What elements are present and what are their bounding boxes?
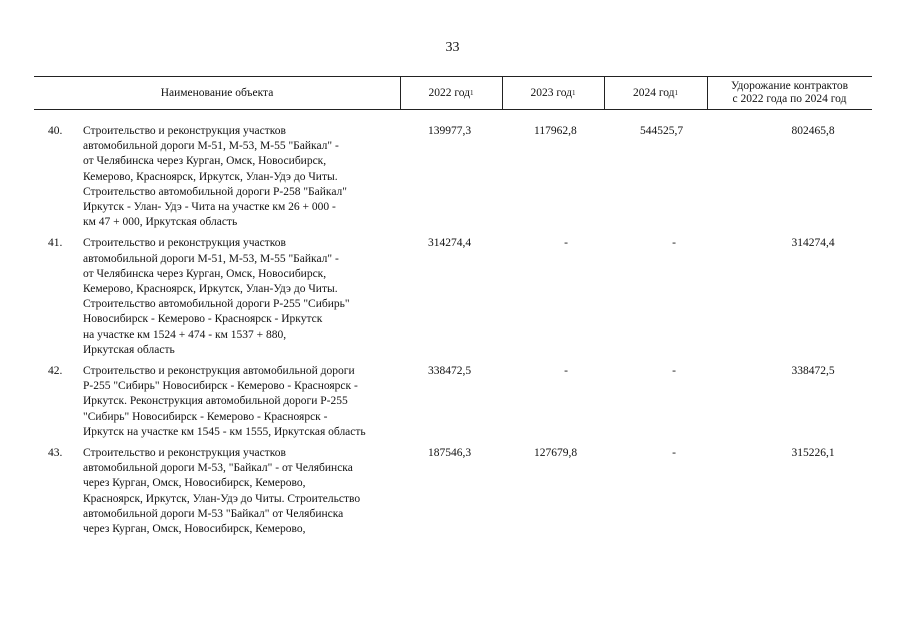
value-increase: 315226,1 bbox=[791, 447, 835, 460]
row-number: 40. bbox=[48, 125, 63, 137]
row-number: 41. bbox=[48, 237, 63, 250]
value-increase: 338472,5 bbox=[791, 365, 835, 378]
table-row bbox=[34, 236, 872, 358]
table-row bbox=[34, 446, 872, 537]
header-cost-increase: Удорожание контрактов с 2022 года по 2024 год bbox=[730, 80, 849, 105]
header-2023: 2023 год 1 bbox=[530, 86, 576, 99]
object-name: Строительство и реконструкция участков автомобильной дороги М-51, М-53, М-55 "Байкал" - от Челябинска через Курган, Омск, Новосибирск, Кемерово, Красноярск, Иркутск, Улан-Удэ до Читы. Строительство автомобильной дороги Р-258 "Байкал" Иркутск - Улан- Удэ - Чита на участке км 26 + 000 - км 47 + 000, Иркутская область bbox=[83, 125, 347, 229]
object-name: Строительство и реконструкция автомобильной дороги Р-255 "Сибирь" Новосибирск - Кемерово - Красноярск - Иркутск. Реконструкция автомобильной дороги Р-255 "Сибирь" Новосибирск - Кемерово - Красноярск - Иркутск на участке км 1545 - км 1555, Иркутская область bbox=[83, 365, 366, 438]
table-row bbox=[34, 124, 872, 230]
table-row bbox=[34, 364, 872, 440]
value-2023: 117962,8 bbox=[534, 125, 577, 137]
table-header bbox=[34, 76, 872, 110]
page-number: 33 bbox=[445, 40, 460, 55]
value-2023: - bbox=[564, 365, 568, 378]
object-name: Строительство и реконструкция участков автомобильной дороги М-51, М-53, М-55 "Байкал" - от Челябинска через Курган, Омск, Новосибирск, Кемерово, Красноярск, Иркутск, Улан-Удэ до Читы. Строительство автомобильной дороги Р-255 "Сибирь" Новосибирск - Кемерово - Красноярск - Иркутск на участке км 1524 + 474 - км 1537 + 880, Иркутская область bbox=[83, 237, 350, 356]
object-name: Строительство и реконструкция участков автомобильной дороги М-53, "Байкал" - от Челябинска через Курган, Омск, Новосибирск, Кемерово, Красноярск, Иркутск, Улан-Удэ до Читы. Строительство автомобильной дороги М-53 "Байкал" от Челябинска через Курган, Омск, Новосибирск, Кемерово, bbox=[83, 447, 361, 536]
value-increase: 802465,8 bbox=[791, 125, 835, 137]
value-2023: 127679,8 bbox=[534, 447, 578, 460]
value-2024: - bbox=[672, 447, 676, 460]
cost-table bbox=[34, 76, 872, 543]
header-2024: 2024 год 1 bbox=[632, 86, 679, 99]
table-body bbox=[34, 124, 872, 537]
value-2022: 139977,3 bbox=[428, 125, 472, 137]
value-2024: - bbox=[672, 365, 676, 378]
row-number: 43. bbox=[48, 447, 63, 460]
value-2024: 544525,7 bbox=[640, 125, 684, 137]
value-2022: 338472,5 bbox=[428, 365, 472, 378]
header-2022: 2022 год 1 bbox=[428, 86, 474, 99]
value-2023: - bbox=[564, 237, 568, 250]
header-object-name: Наименование объекта bbox=[160, 86, 274, 99]
row-number: 42. bbox=[48, 365, 63, 378]
value-increase: 314274,4 bbox=[791, 237, 835, 250]
value-2022: 314274,4 bbox=[428, 237, 472, 250]
value-2022: 187546,3 bbox=[428, 447, 472, 460]
value-2024: - bbox=[672, 237, 676, 250]
